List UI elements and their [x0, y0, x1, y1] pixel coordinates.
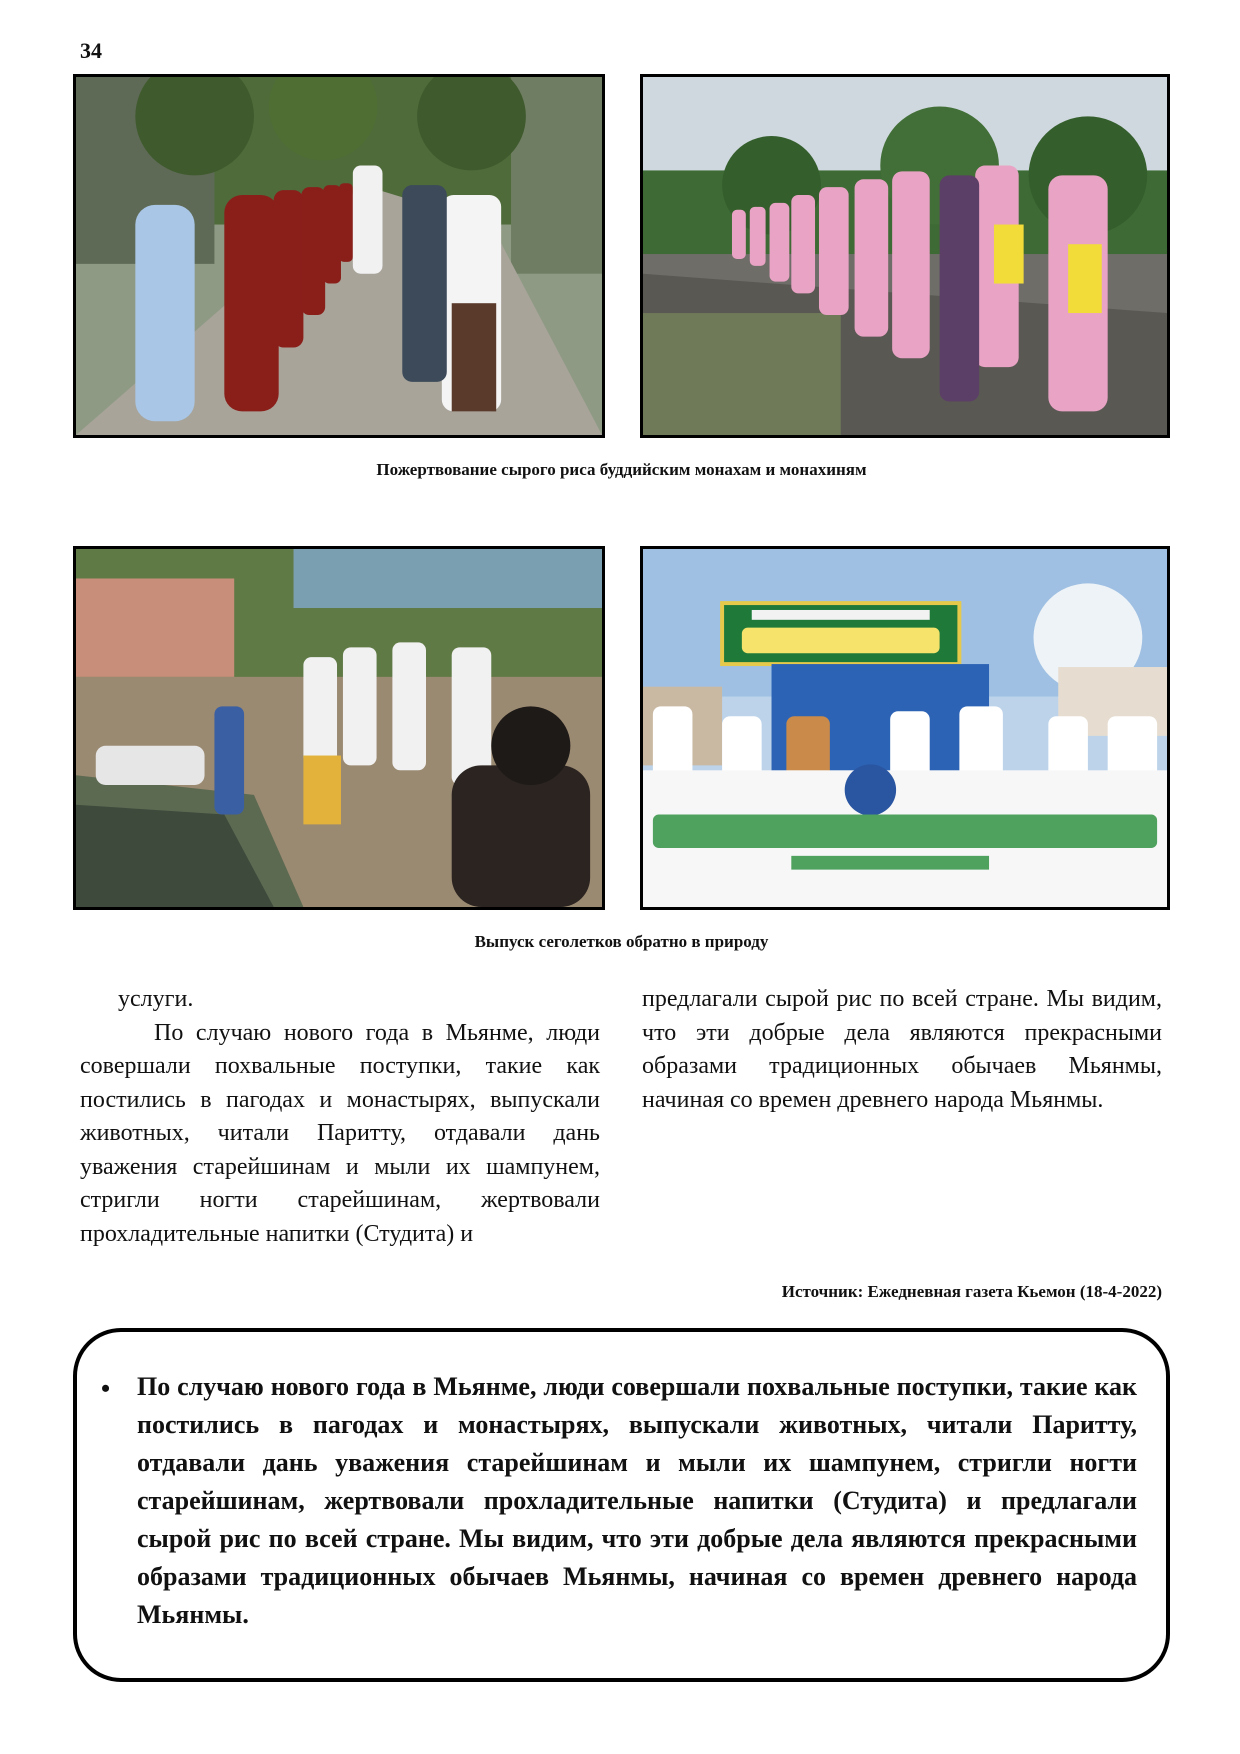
photo-monks-alms	[73, 74, 605, 438]
photo-release-fish	[73, 546, 605, 910]
summary-box	[73, 1328, 1170, 1682]
photo-nuns-alms	[640, 74, 1170, 438]
article-left-first-line: услуги.	[118, 986, 194, 1012]
article-column-left	[80, 983, 600, 1251]
caption-alms: Пожертвование сырого риса буддийским монахам и монахиням	[376, 460, 867, 479]
summary-text: По случаю нового года в Мьянме, люди совершали похвальные поступки, такие как постились в пагодах и монастырях, выпускали животных, читали Паритту, отдавали дань уважения старейшинам и мыли их шампунем, стригли ногти старейшинам, жертвовали прохладительные напитки (Студита) и предлагали сырой рис по всей стране. Мы видим, что эти добрые дела являются прекрасными образами традиционных обычаев Мьянмы, начиная со времен древнего народа Мьянмы.	[137, 1372, 1137, 1629]
source-citation: Источник: Ежедневная газета Кьемон (18-4-2022)	[781, 1282, 1162, 1301]
page-number: 34	[80, 38, 102, 63]
article-right-paragraph: предлагали сырой рис по всей стране. Мы видим, что эти добрые дела являются прекрасными образами традиционных обычаев Мьянмы, начиная со времен древнего народа Мьянмы.	[642, 986, 1162, 1113]
article-column-right	[642, 983, 1162, 1117]
photo-ceremony	[640, 546, 1170, 910]
caption-release: Выпуск сеголетков обратно в природу	[474, 932, 769, 951]
bullet-icon: •	[101, 1374, 111, 1403]
article-left-paragraph: По случаю нового года в Мьянме, люди совершали похвальные поступки, такие как постились в пагодах и монастырях, выпускали животных, читали Паритту, отдавали дань уважения старейшинам и мыли их шампунем, стригли ногти старейшинам, жертвовали прохладительные напитки (Студита) и	[80, 1019, 600, 1247]
